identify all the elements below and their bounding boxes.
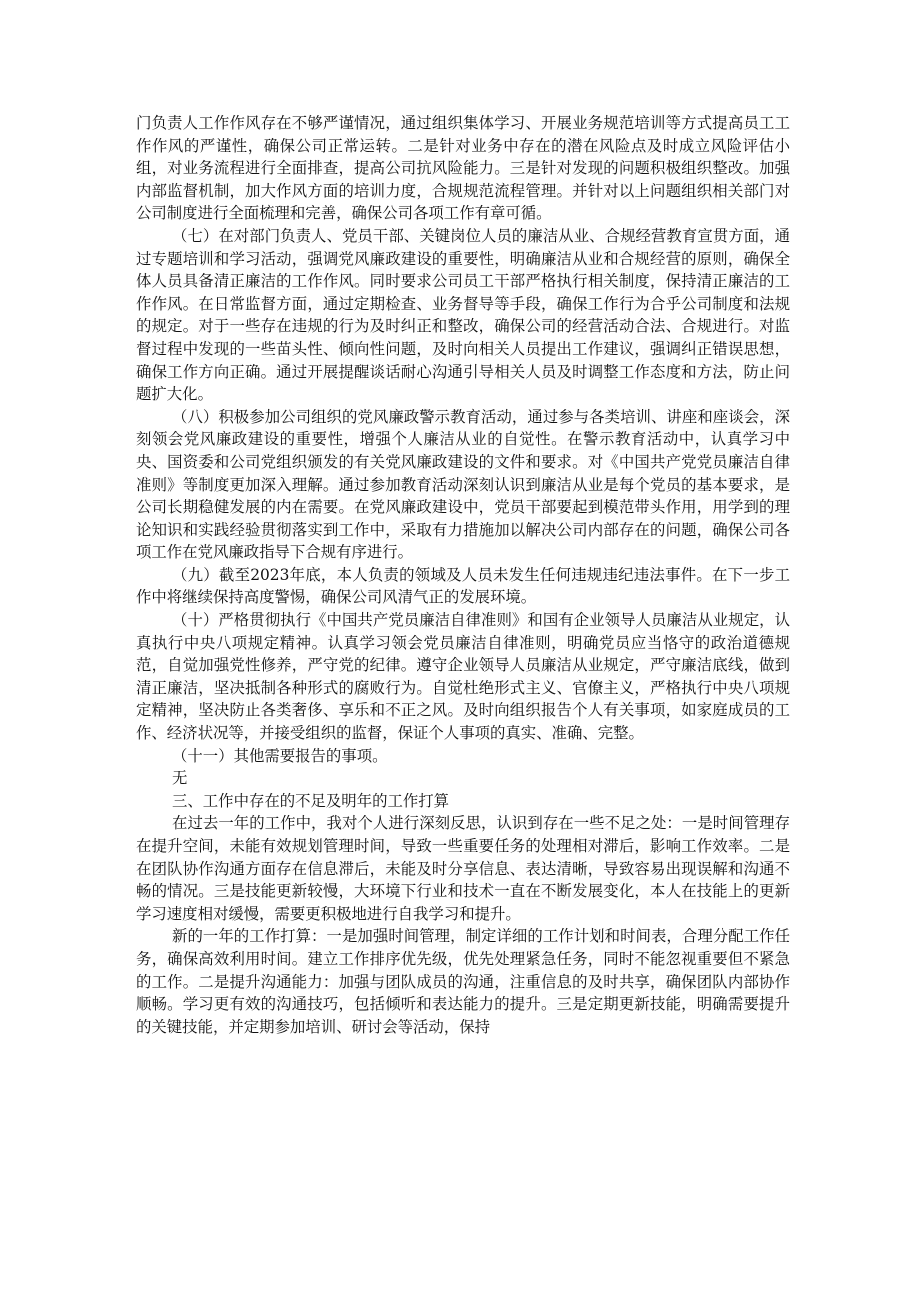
section-heading-3: 三、工作中存在的不足及明年的工作打算 — [172, 791, 450, 810]
paragraph-next-year-plan: 新的一年的工作打算：一是加强时间管理，制定详细的工作计划和时间表，合理分配工作任务，确保高效利用时间。建立工作排序优先级，优先处理紧急任务，同时不能忽视重要但不紧急的工作。二是提升沟通能力：加强与团队成员的沟通，注重信息的及时共享，确保团队内部协作顺畅。学习更有效的沟通技巧，包括倾听和表达能力的提升。三是定期更新技能，明确需要提升的关键技能，并定期参加培训、研讨会等活动，保持 — [136, 927, 790, 1036]
paragraph-section-7: （七）在对部门负责人、党员干部、关键岗位人员的廉洁从业、合规经营教育宣贯方面，通过专题培训和学习活动，强调党风廉政建设的重要性，明确廉洁从业和合规经营的原则，确保全体人员具备清正廉洁的工作作风。同时要求公司员工干部严格执行相关制度，保持清正廉洁的工作作风。在日常监督方面，通过定期检查、业务督导等手段，确保工作行为合乎公司制度和法规的规定。对于一些存在违规的行为及时纠正和整改，确保公司的经营活动合法、合规进行。对监督过程中发现的一些苗头性、倾向性问题，及时向相关人员提出工作建议，强调纠正错误思想，确保工作方向正确。通过开展提醒谈话耐心沟通引导相关人员及时调整工作态度和方法，防止问题扩大化。 — [136, 226, 790, 404]
paragraph-continued: 门负责人工作作风存在不够严谨情况，通过组织集体学习、开展业务规范培训等方式提高员工工作作风的严谨性，确保公司正常运转。二是针对业务中存在的潜在风险点及时成立风险评估小组，对业务流程进行全面排查，提高公司抗风险能力。三是针对发现的问题积极组织整改。加强内部监督机制，加大作风方面的培训力度，合规规范流程管理。并针对以上问题组织相关部门对公司制度进行全面梳理和完善，确保公司各项工作有章可循。 — [136, 114, 790, 223]
paragraph-shortcomings: 在过去一年的工作中，我对个人进行深刻反思，认识到存在一些不足之处：一是时间管理存在提升空间，未能有效规划管理时间，导致一些重要任务的处理相对滞后，影响工作效率。二是在团队协作沟通方面存在信息滞后，未能及时分享信息、表达清晰，导致容易出现误解和沟通不畅的情况。三是技能更新较慢，大环境下行业和技术一直在不断发展变化，本人在技能上的更新学习速度相对缓慢，需要更积极地进行自我学习和提升。 — [136, 814, 790, 923]
paragraph-section-9: （九）截至2023年底，本人负责的领域及人员未发生任何违规违纪违法事件。在下一步工作中将继续保持高度警惕，确保公司风清气正的发展环境。 — [136, 565, 790, 607]
document-page — [136, 112, 790, 1038]
paragraph-section-8: （八）积极参加公司组织的党风廉政警示教育活动，通过参与各类培训、讲座和座谈会，深刻领会党风廉政建设的重要性，增强个人廉洁从业的自觉性。在警示教育活动中，认真学习中央、国资委和公司党组织颁发的有关党风廉政建设的文件和要求。对《中国共产党党员廉洁自律准则》等制度更加深入理解。通过参加教育活动深刻认识到廉洁从业是每个党员的基本要求，是公司长期稳健发展的内在需要。在党风廉政建设中，党员干部要起到模范带头作用，用学到的理论知识和实践经验贯彻落实到工作中，采取有力措施加以解决公司内部存在的问题，确保公司各项工作在党风廉政指导下合规有序进行。 — [136, 407, 790, 562]
paragraph-none: 无 — [172, 769, 188, 788]
paragraph-section-10: （十）严格贯彻执行《中国共产党员廉洁自律准则》和国有企业领导人员廉洁从业规定，认真执行中央八项规定精神。认真学习领会党员廉洁自律准则，明确党员应当恪守的政治道德规范，自觉加强党性修养，严守党的纪律。遵守企业领导人员廉洁从业规定，严守廉洁底线，做到清正廉洁，坚决抵制各种形式的腐败行为。自觉杜绝形式主义、官僚主义，严格执行中央八项规定精神，坚决防止各类奢侈、享乐和不正之风。及时向组织报告个人有关事项，如家庭成员的工作、经济状况等，并接受组织的监督，保证个人事项的真实、准确、完整。 — [136, 611, 790, 743]
paragraph-section-11: （十一）其他需要报告的事项。 — [172, 746, 388, 765]
